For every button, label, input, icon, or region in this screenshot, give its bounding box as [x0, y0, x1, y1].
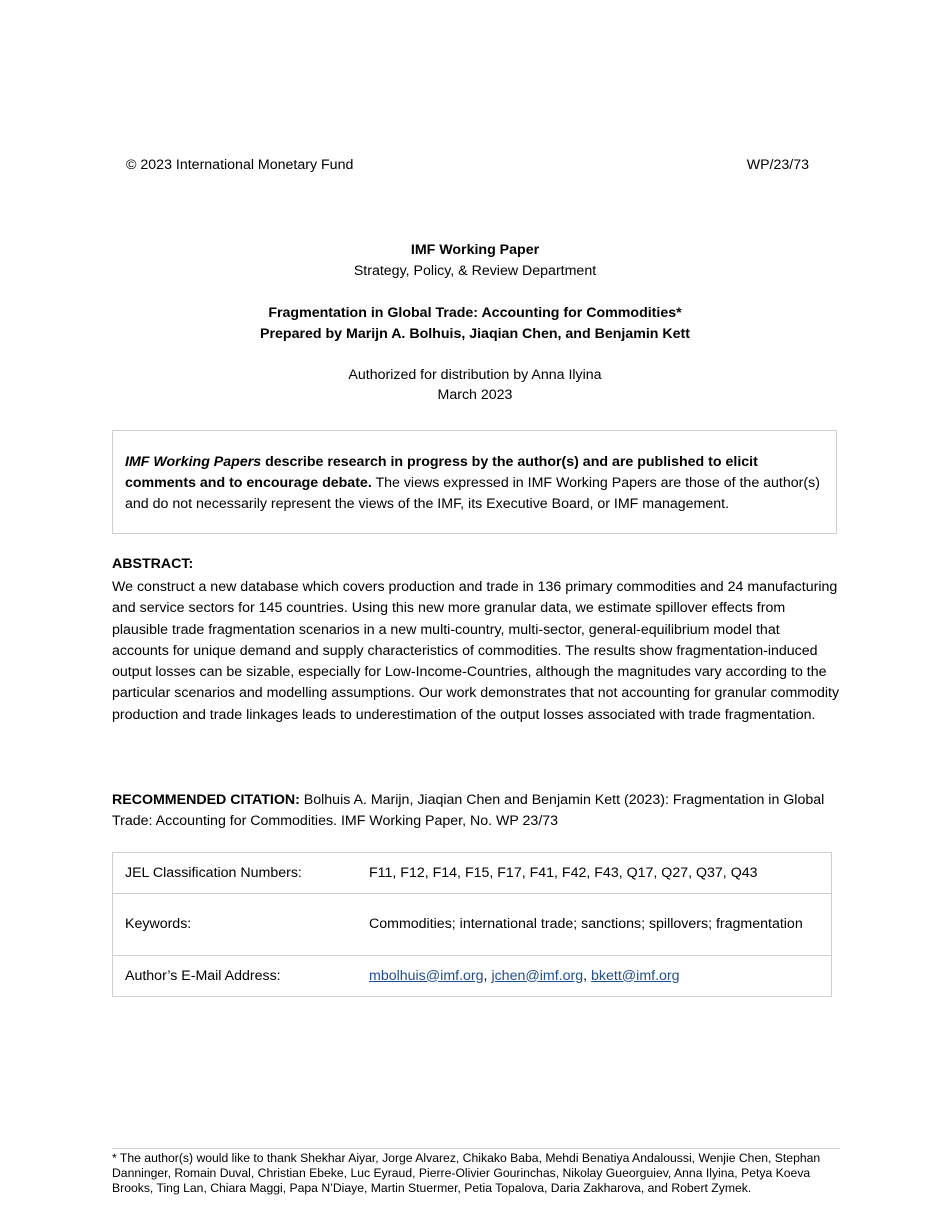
authors-line: Prepared by Marijn A. Bolhuis, Jiaqian Chen, and Benjamin Kett — [260, 326, 690, 342]
footnote: * The author(s) would like to thank Shekhar Aiyar, Jorge Alvarez, Chikako Baba, Mehdi Benatiya Andaloussi, Wenjie Chen, Stephan Danninger, Romain Duval, Christian Ebeke, Luc Eyraud, Pierre-Olivier Gourinchas, Nikolay Gueorguiev, Anna Ilyina, Petya Koeva Brooks, Ting Lan, Chiara Maggi, Papa N’Diaye, Martin Stuermer, Petia Topalova, Daria Zakharova, and Robert Zymek. — [112, 1151, 821, 1195]
keywords-row — [113, 894, 832, 956]
citation-text: Bolhuis A. Marijn, Jiaqian Chen and Benjamin Kett (2023): Fragmentation in Global Trade: Accounting for Commodities. IMF Working Paper, No. WP 23/73 — [112, 792, 825, 829]
footnote-divider — [112, 1148, 840, 1149]
authorization-line: Authorized for distribution by Anna Ilyina — [348, 367, 602, 383]
jel-value: F11, F12, F14, F15, F17, F41, F42, F43, Q17, Q27, Q37, Q43 — [357, 853, 832, 894]
email-separator: , — [483, 967, 492, 984]
citation-label: RECOMMENDED CITATION: — [112, 792, 300, 808]
disclaimer-bold-text: describe research in progress by the author(s) and are published to elicit comments and to encourage debate. — [125, 454, 758, 491]
disclaimer-box — [112, 430, 837, 534]
abstract-body: We construct a new database which covers production and trade in 136 primary commodities and 24 manufacturing and service sectors for 145 countries. Using this new more granular data, we estimate spillover effects from plausible trade fragmentation scenarios in a new multi-country, multi-sector, general-equilibrium model that accounts for unique demand and supply characteristics of commodities. The results show fragmentation-induced output losses can be sizable, especially for Low-Income-Countries, although the magnitudes vary according to the particular scenarios and modelling assumptions. Our work demonstrates that not accounting for granular commodity production and trade linkages leads to underestimation of the output losses associated with trade fragmentation. — [112, 579, 840, 723]
email-separator: , — [583, 967, 592, 984]
email-row — [113, 956, 832, 997]
disclaimer-plain-text: The views expressed in IMF Working Papers are those of the author(s) and do not necessarily represent the views of the IMF, its Executive Board, or IMF management. — [125, 475, 820, 512]
paper-title: Fragmentation in Global Trade: Accounting for Commodities* — [268, 305, 682, 321]
copyright-notice: © 2023 International Monetary Fund — [126, 157, 354, 173]
publication-date: March 2023 — [437, 387, 513, 403]
jel-label: JEL Classification Numbers: — [113, 853, 358, 894]
info-table — [112, 852, 832, 997]
email-link-kett[interactable]: bkett@imf.org — [591, 967, 680, 984]
keywords-value: Commodities; international trade; sanctions; spillovers; fragmentation — [357, 894, 832, 956]
recommended-citation — [112, 790, 832, 832]
department: Strategy, Policy, & Review Department — [353, 263, 597, 279]
paper-number: WP/23/73 — [746, 157, 809, 173]
keywords-label: Keywords: — [113, 894, 358, 956]
email-link-bolhuis[interactable]: mbolhuis@imf.org — [369, 967, 484, 984]
disclaimer-text — [125, 452, 825, 515]
abstract-heading: ABSTRACT: — [112, 556, 194, 572]
series-title: IMF Working Paper — [410, 242, 540, 258]
email-list — [357, 956, 832, 997]
disclaimer-series-name: IMF Working Papers — [125, 454, 262, 470]
email-label: Author’s E-Mail Address: — [113, 956, 358, 997]
jel-row — [113, 853, 832, 894]
email-link-chen[interactable]: jchen@imf.org — [491, 967, 584, 984]
